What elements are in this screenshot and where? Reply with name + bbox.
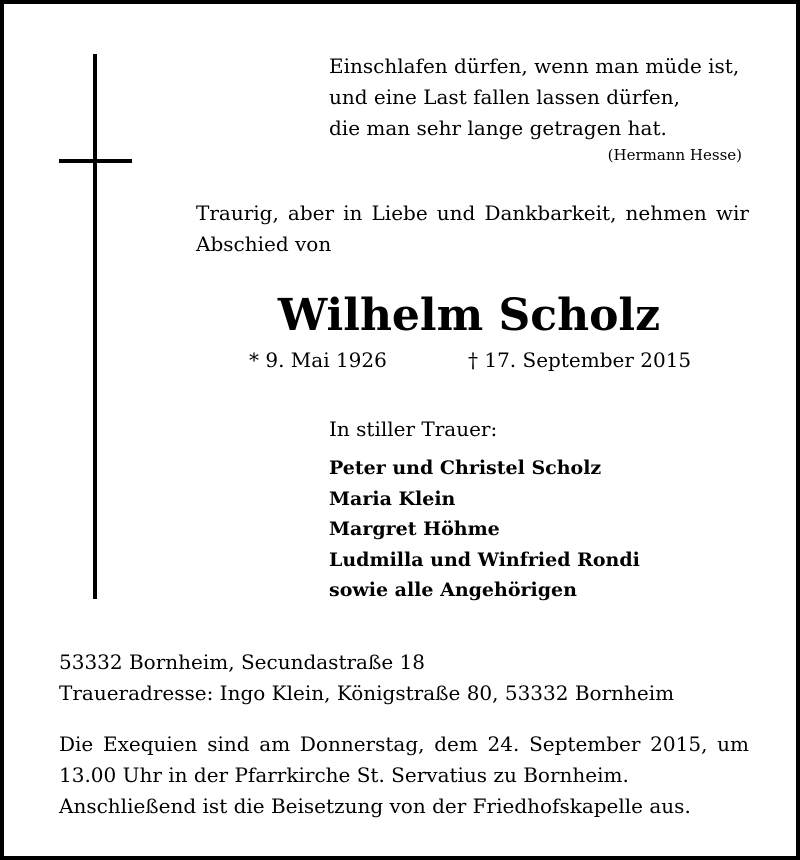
poem-author: (Hermann Hesse) — [607, 146, 742, 164]
mourner-name: Peter und Christel Scholz — [329, 457, 602, 479]
birth-date: * 9. Mai 1926 — [249, 348, 387, 372]
address-block — [59, 647, 674, 709]
poem-quote — [329, 51, 739, 144]
funeral-info-line: Anschließend ist die Beisetzung von der Friedhofskapelle aus. — [59, 794, 691, 818]
deceased-name: Wilhelm Scholz — [277, 290, 661, 341]
mourner-name: Ludmilla und Winfried Rondi — [329, 548, 640, 571]
home-address: 53332 Bornheim, Secundastraße 18 — [59, 650, 425, 674]
funeral-info-line: 13.00 Uhr in der Pfarrkirche St. Servatius zu Bornheim. — [59, 763, 629, 787]
mourners-list — [329, 453, 640, 606]
mourner-name: Margret Höhme — [329, 518, 500, 540]
cross-icon-horizontal — [59, 159, 132, 163]
mourning-label: In stiller Trauer: — [329, 417, 498, 441]
mourner-name: sowie alle Angehörigen — [329, 579, 577, 601]
poem-line: und eine Last fallen lassen dürfen, — [329, 85, 680, 109]
funeral-info — [59, 729, 749, 822]
intro-text: Traurig, aber in Liebe und Dankbarkeit, nehmen wir Abschied von — [196, 201, 749, 256]
mourner-name: Maria Klein — [329, 487, 456, 510]
death-date: † 17. September 2015 — [468, 348, 692, 372]
funeral-info-line: Die Exequien sind am Donnerstag, dem 24. September 2015, um — [59, 732, 749, 756]
poem-line: die man sehr lange getragen hat. — [329, 116, 667, 140]
poem-line: Einschlafen dürfen, wenn man müde ist, — [329, 54, 740, 78]
mourning-address: Traueradresse: Ingo Klein, Königstraße 80, 53332 Bornheim — [59, 681, 675, 705]
